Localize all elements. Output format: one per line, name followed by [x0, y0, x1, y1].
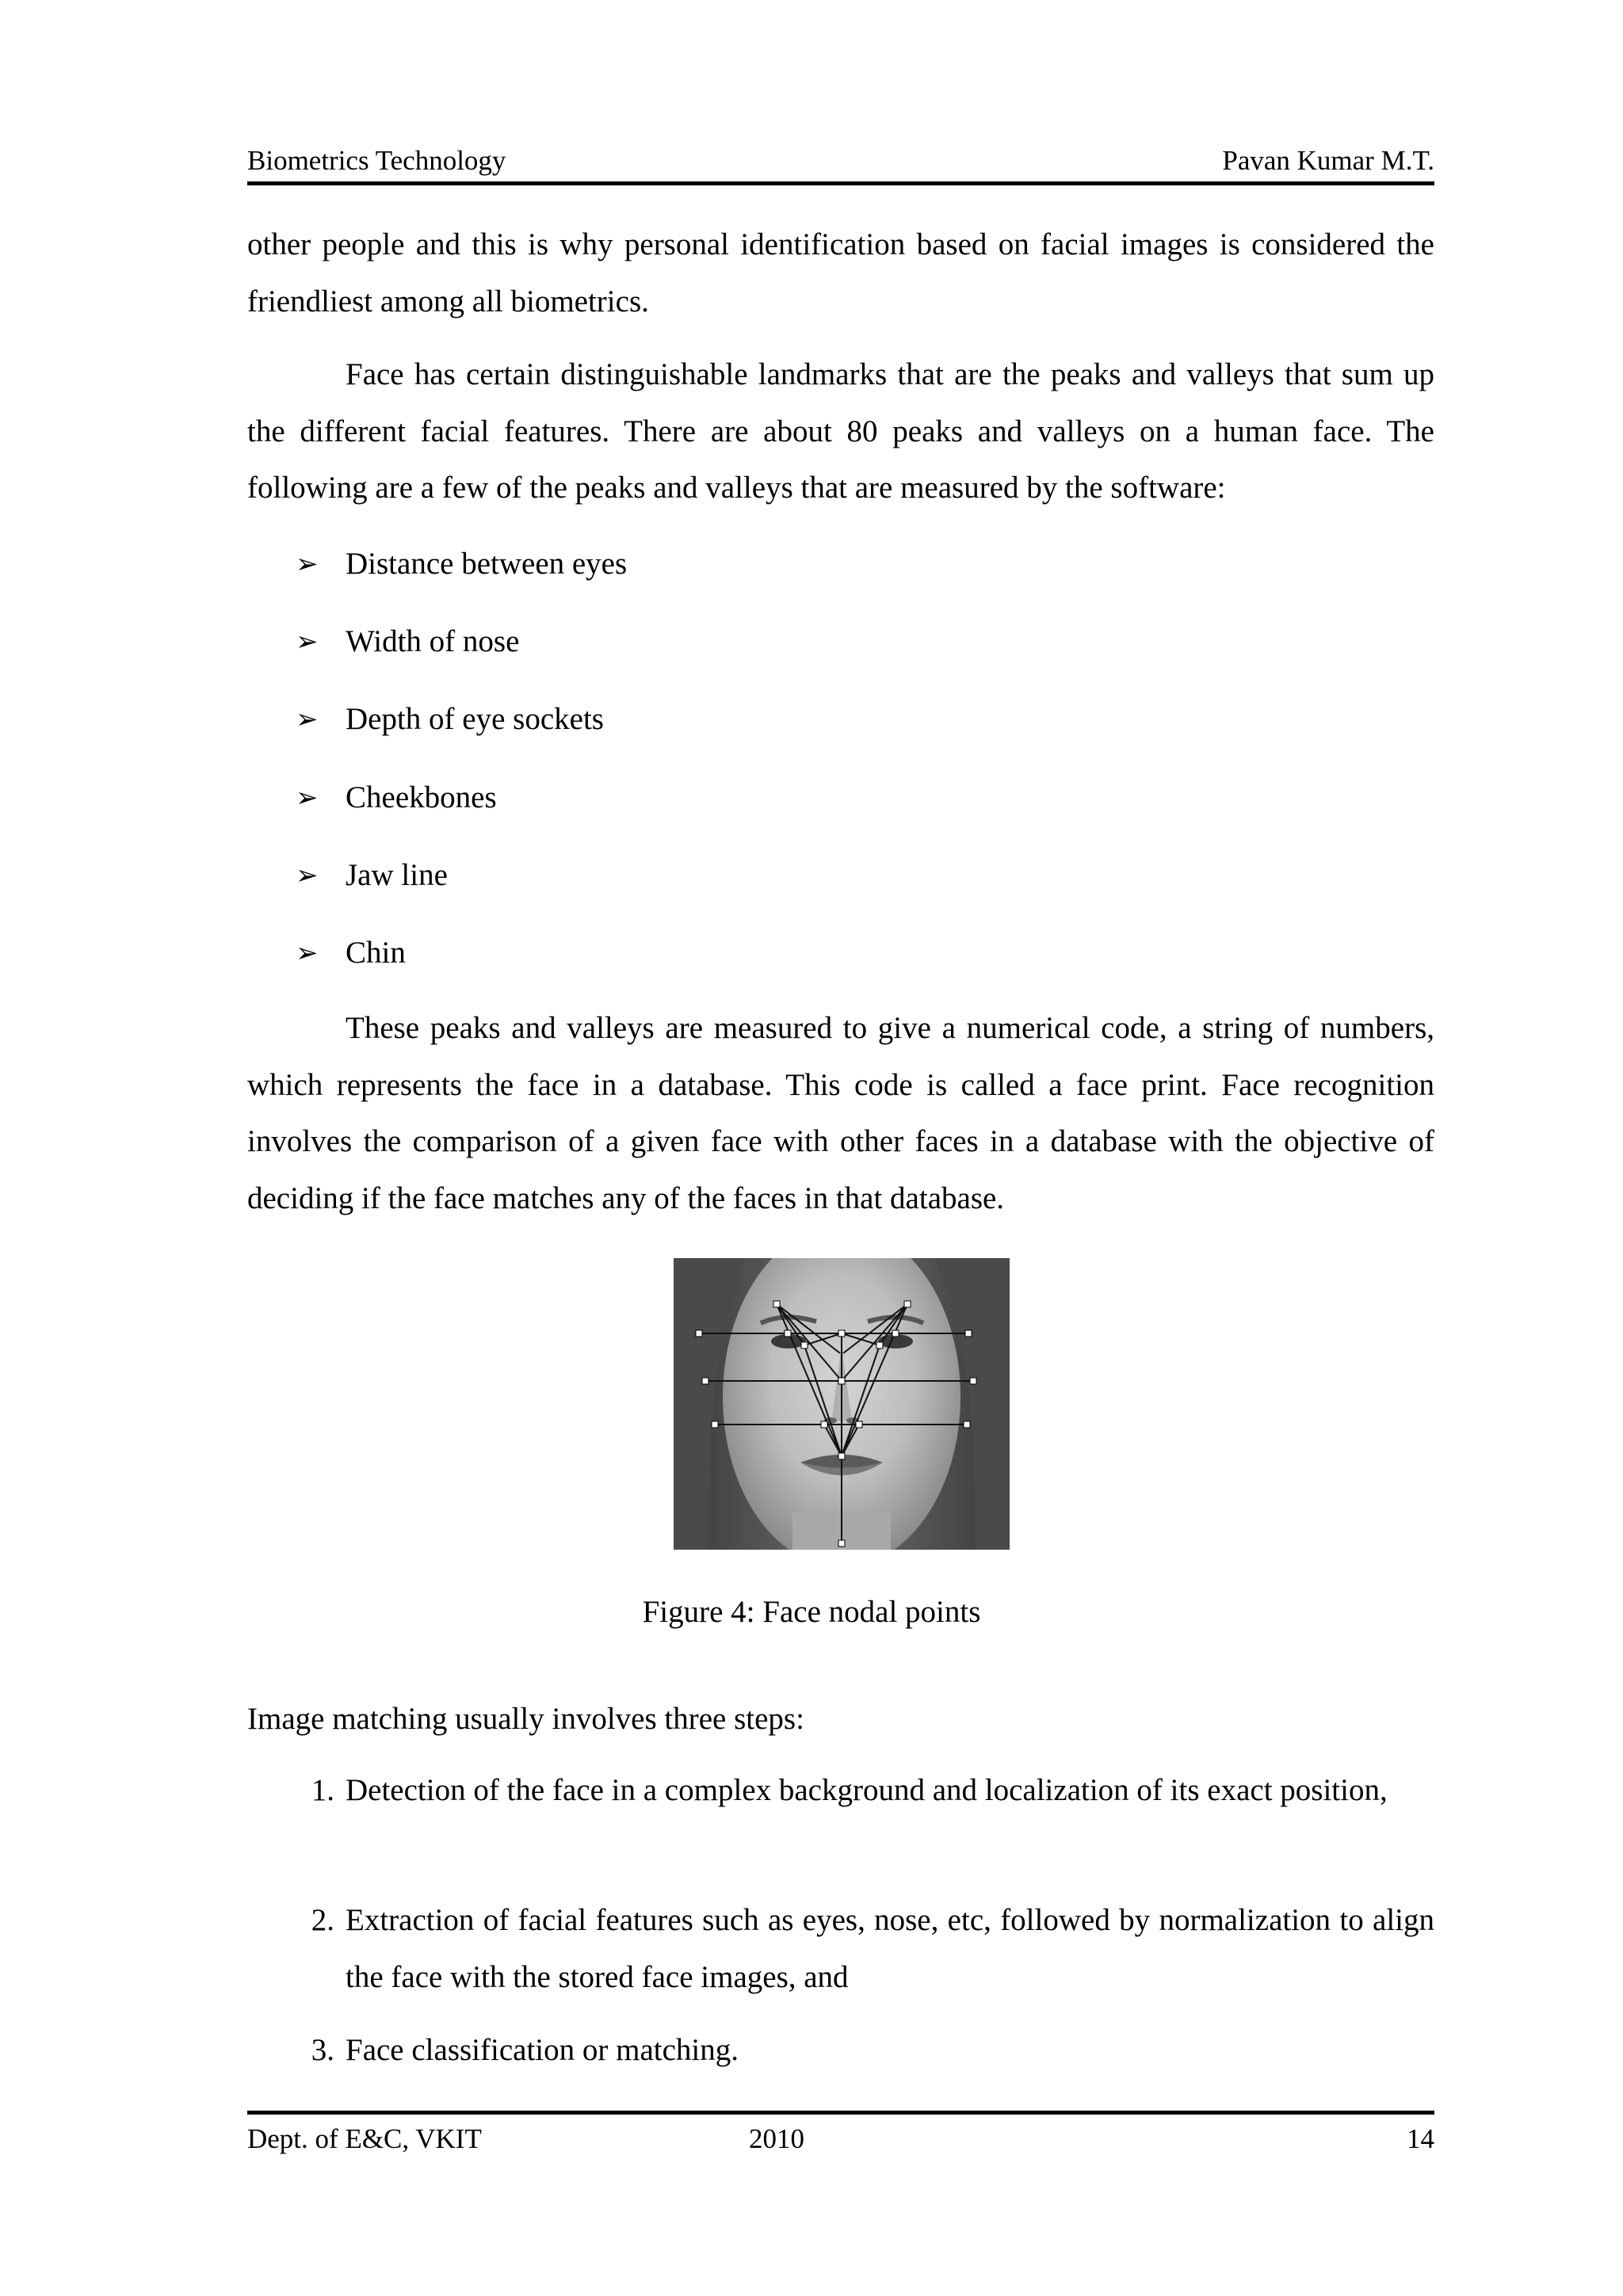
list-number: 3. — [311, 2033, 334, 2067]
figure-caption: Figure 4: Face nodal points — [642, 1595, 981, 1629]
paragraph-steps-intro: Image matching usually involves three steps: — [247, 1702, 804, 1736]
footer-year: 2010 — [749, 2123, 804, 2154]
arrow-bullet-icon: ➢ — [296, 548, 319, 580]
list-text: Extraction of facial features such as eyes, nose, etc, followed by normalization to align the face with the stored face images, and — [346, 1903, 1434, 1994]
footer-left: Dept. of E&C, VKIT — [247, 2123, 482, 2154]
bullet-text: Chin — [346, 936, 406, 970]
arrow-bullet-icon: ➢ — [296, 860, 319, 891]
page-number: 14 — [1407, 2123, 1434, 2154]
arrow-bullet-icon: ➢ — [296, 782, 319, 814]
header-left: Biometrics Technology — [247, 145, 506, 176]
arrow-bullet-icon: ➢ — [296, 937, 319, 969]
paragraph-landmarks: Face has certain distinguishable landmarks that are the peaks and valleys that sum up the different facial features. There are about 80 peaks and valleys on a human face. The following are a few of the peaks and valleys that are measured by the software: — [247, 357, 1434, 505]
paragraph-intro: other people and this is why personal identification based on facial images is considered the friendliest among all biometrics. — [247, 227, 1434, 318]
bullet-text: Width of nose — [346, 624, 520, 658]
list-text: Face classification or matching. — [346, 2033, 739, 2067]
face-nodal-figure — [674, 1258, 1010, 1550]
header-rule — [247, 181, 1434, 185]
bullet-text: Cheekbones — [346, 780, 497, 814]
arrow-bullet-icon: ➢ — [296, 626, 319, 658]
face-nodal-image — [674, 1258, 1010, 1550]
footer-rule — [247, 2111, 1434, 2115]
paragraph-faceprint: These peaks and valleys are measured to give a numerical code, a string of numbers, which represents the face in a database. This code is called a face print. Face recognition involves the comparison of a given face with other faces in a database with the objective of deciding if the face matches any of the faces in that database. — [247, 1011, 1434, 1215]
list-number: 1. — [311, 1773, 334, 1807]
header-right: Pavan Kumar M.T. — [1222, 145, 1434, 176]
bullet-text: Distance between eyes — [346, 547, 628, 581]
list-text: Detection of the face in a complex background and localization of its exact position, — [346, 1773, 1388, 1807]
bullet-text: Jaw line — [346, 858, 448, 892]
bullet-text: Depth of eye sockets — [346, 702, 604, 736]
arrow-bullet-icon: ➢ — [296, 704, 319, 735]
list-number: 2. — [311, 1903, 334, 1937]
